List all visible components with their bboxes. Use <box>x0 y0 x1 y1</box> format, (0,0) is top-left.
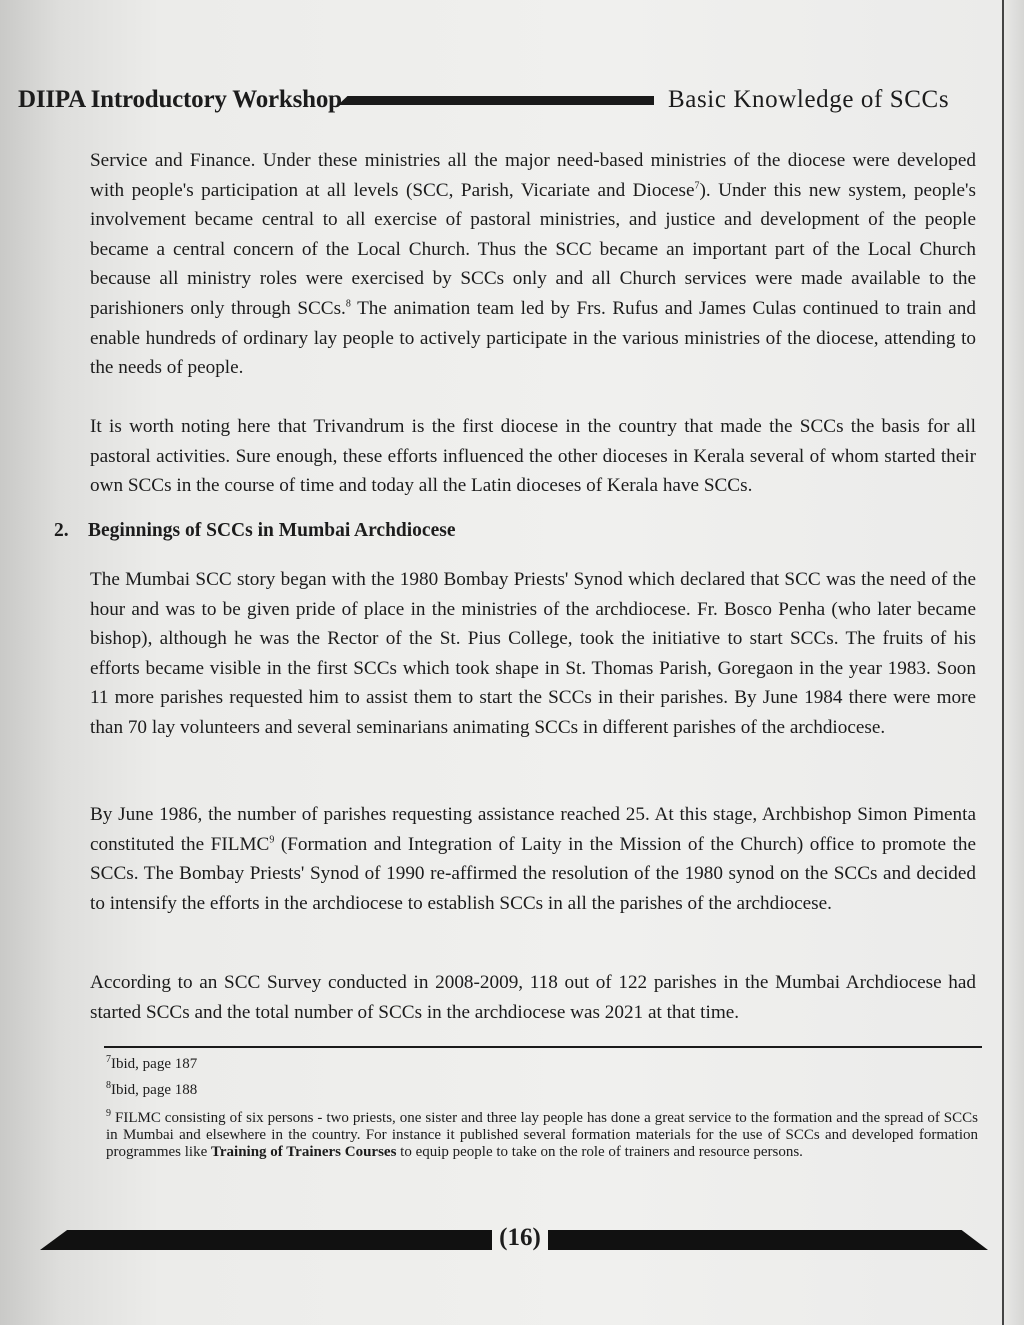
paragraph-filmc: By June 1986, the number of parishes requesting assistance reached 25. At this stage, Archbishop Simon Pimenta constituted the FILMC$^9$ (Formation and Integration of Laity in the Mission of the Church) office to promote the SCCs. The Bombay Priests' Synod of 1990 re-affirmed the resolution of the 1980 synod on the SCCs and decided to intensify the efforts in the archdiocese to establish SCCs in all the parishes of the archdiocese. <box>90 804 977 914</box>
footnote-ref-7: 7 <box>694 180 700 192</box>
section-number: 2. <box>54 520 69 541</box>
footnote-8: $^8$Ibid, page 188 <box>106 1080 198 1098</box>
footnote-9: $^9$ FILMC consisting of six persons - two priests, one sister and three lay people has done a great service to the formation and the spread of SCCs in Mumbai and elsewhere in the country. For instance it published several formation materials for the use of SCCs and developed formation programmes like Training of Trainers Courses to equip people to take on the role of trainers and resource persons. <box>106 1108 978 1160</box>
footnote-ref-8: 8 <box>345 298 351 310</box>
running-header-left: DIIPA Introductory Workshop <box>18 86 342 113</box>
section-title: Beginnings of SCCs in Mumbai Archdiocese <box>88 520 456 541</box>
header-rule <box>338 96 654 105</box>
footer-rule-left <box>40 1230 492 1250</box>
footnote-rule <box>104 1046 982 1048</box>
footer-rule-right <box>548 1230 988 1250</box>
paragraph-ministries: Service and Finance. Under these ministries all the major need-based ministries of the diocese were developed with people's participation at all levels (SCC, Parish, Vicariate and Diocese$^7$). Under this new system, people's involvement became central to all exercise of pastoral ministries, and justice and development of the people became a central concern of the Local Church. Thus the SCC became an important part of the Local Church because all ministry roles were exercised by SCCs only and all Church services were made available to the parishioners only through SCCs.$^8$ The animation team led by Frs. Rufus and James Culas continued to train and enable hundreds of ordinary lay people to actively participate in the various ministries of the diocese, attending to the needs of people. <box>90 150 976 379</box>
page-number: (16) <box>499 1224 541 1251</box>
paragraph-mumbai-story: The Mumbai SCC story began with the 1980 Bombay Priests' Synod which declared that SCC was the need of the hour and was to be given pride of place in the ministries of the archdiocese. Fr. Bosco Penha (who later became bishop), although he was the Rector of the St. Pius College, took the initiative to start SCCs. The fruits of his efforts became visible in the first SCCs which took shape in St. Thomas Parish, Goregaon in the year 1983. Soon 11 more parishes requested him to assist them to start the SCCs in their parishes. By June 1984 there were more than 70 lay volunteers and several seminarians animating SCCs in different parishes of the archdiocese. <box>90 569 976 738</box>
running-header-right: Basic Knowledge of SCCs <box>668 86 950 113</box>
page-edge <box>1002 0 1004 1325</box>
paragraph-trivandrum: It is worth noting here that Trivandrum is the first diocese in the country that made the SCCs the basis for all pastoral activities. Sure enough, these efforts influenced the other dioceses in Kerala several of whom started their own SCCs in the course of time and today all the Latin dioceses of Kerala have SCCs. <box>90 416 976 497</box>
paragraph-survey: According to an SCC Survey conducted in 2008-2009, 118 out of 122 parishes in the Mumbai Archdiocese had started SCCs and the total number of SCCs in the archdiocese was 2021 at that time. <box>90 972 976 1023</box>
footnote-ref-9: 9 <box>269 834 275 846</box>
footnote-7: $^7$Ibid, page 187 <box>106 1054 198 1072</box>
section-heading <box>54 520 455 542</box>
